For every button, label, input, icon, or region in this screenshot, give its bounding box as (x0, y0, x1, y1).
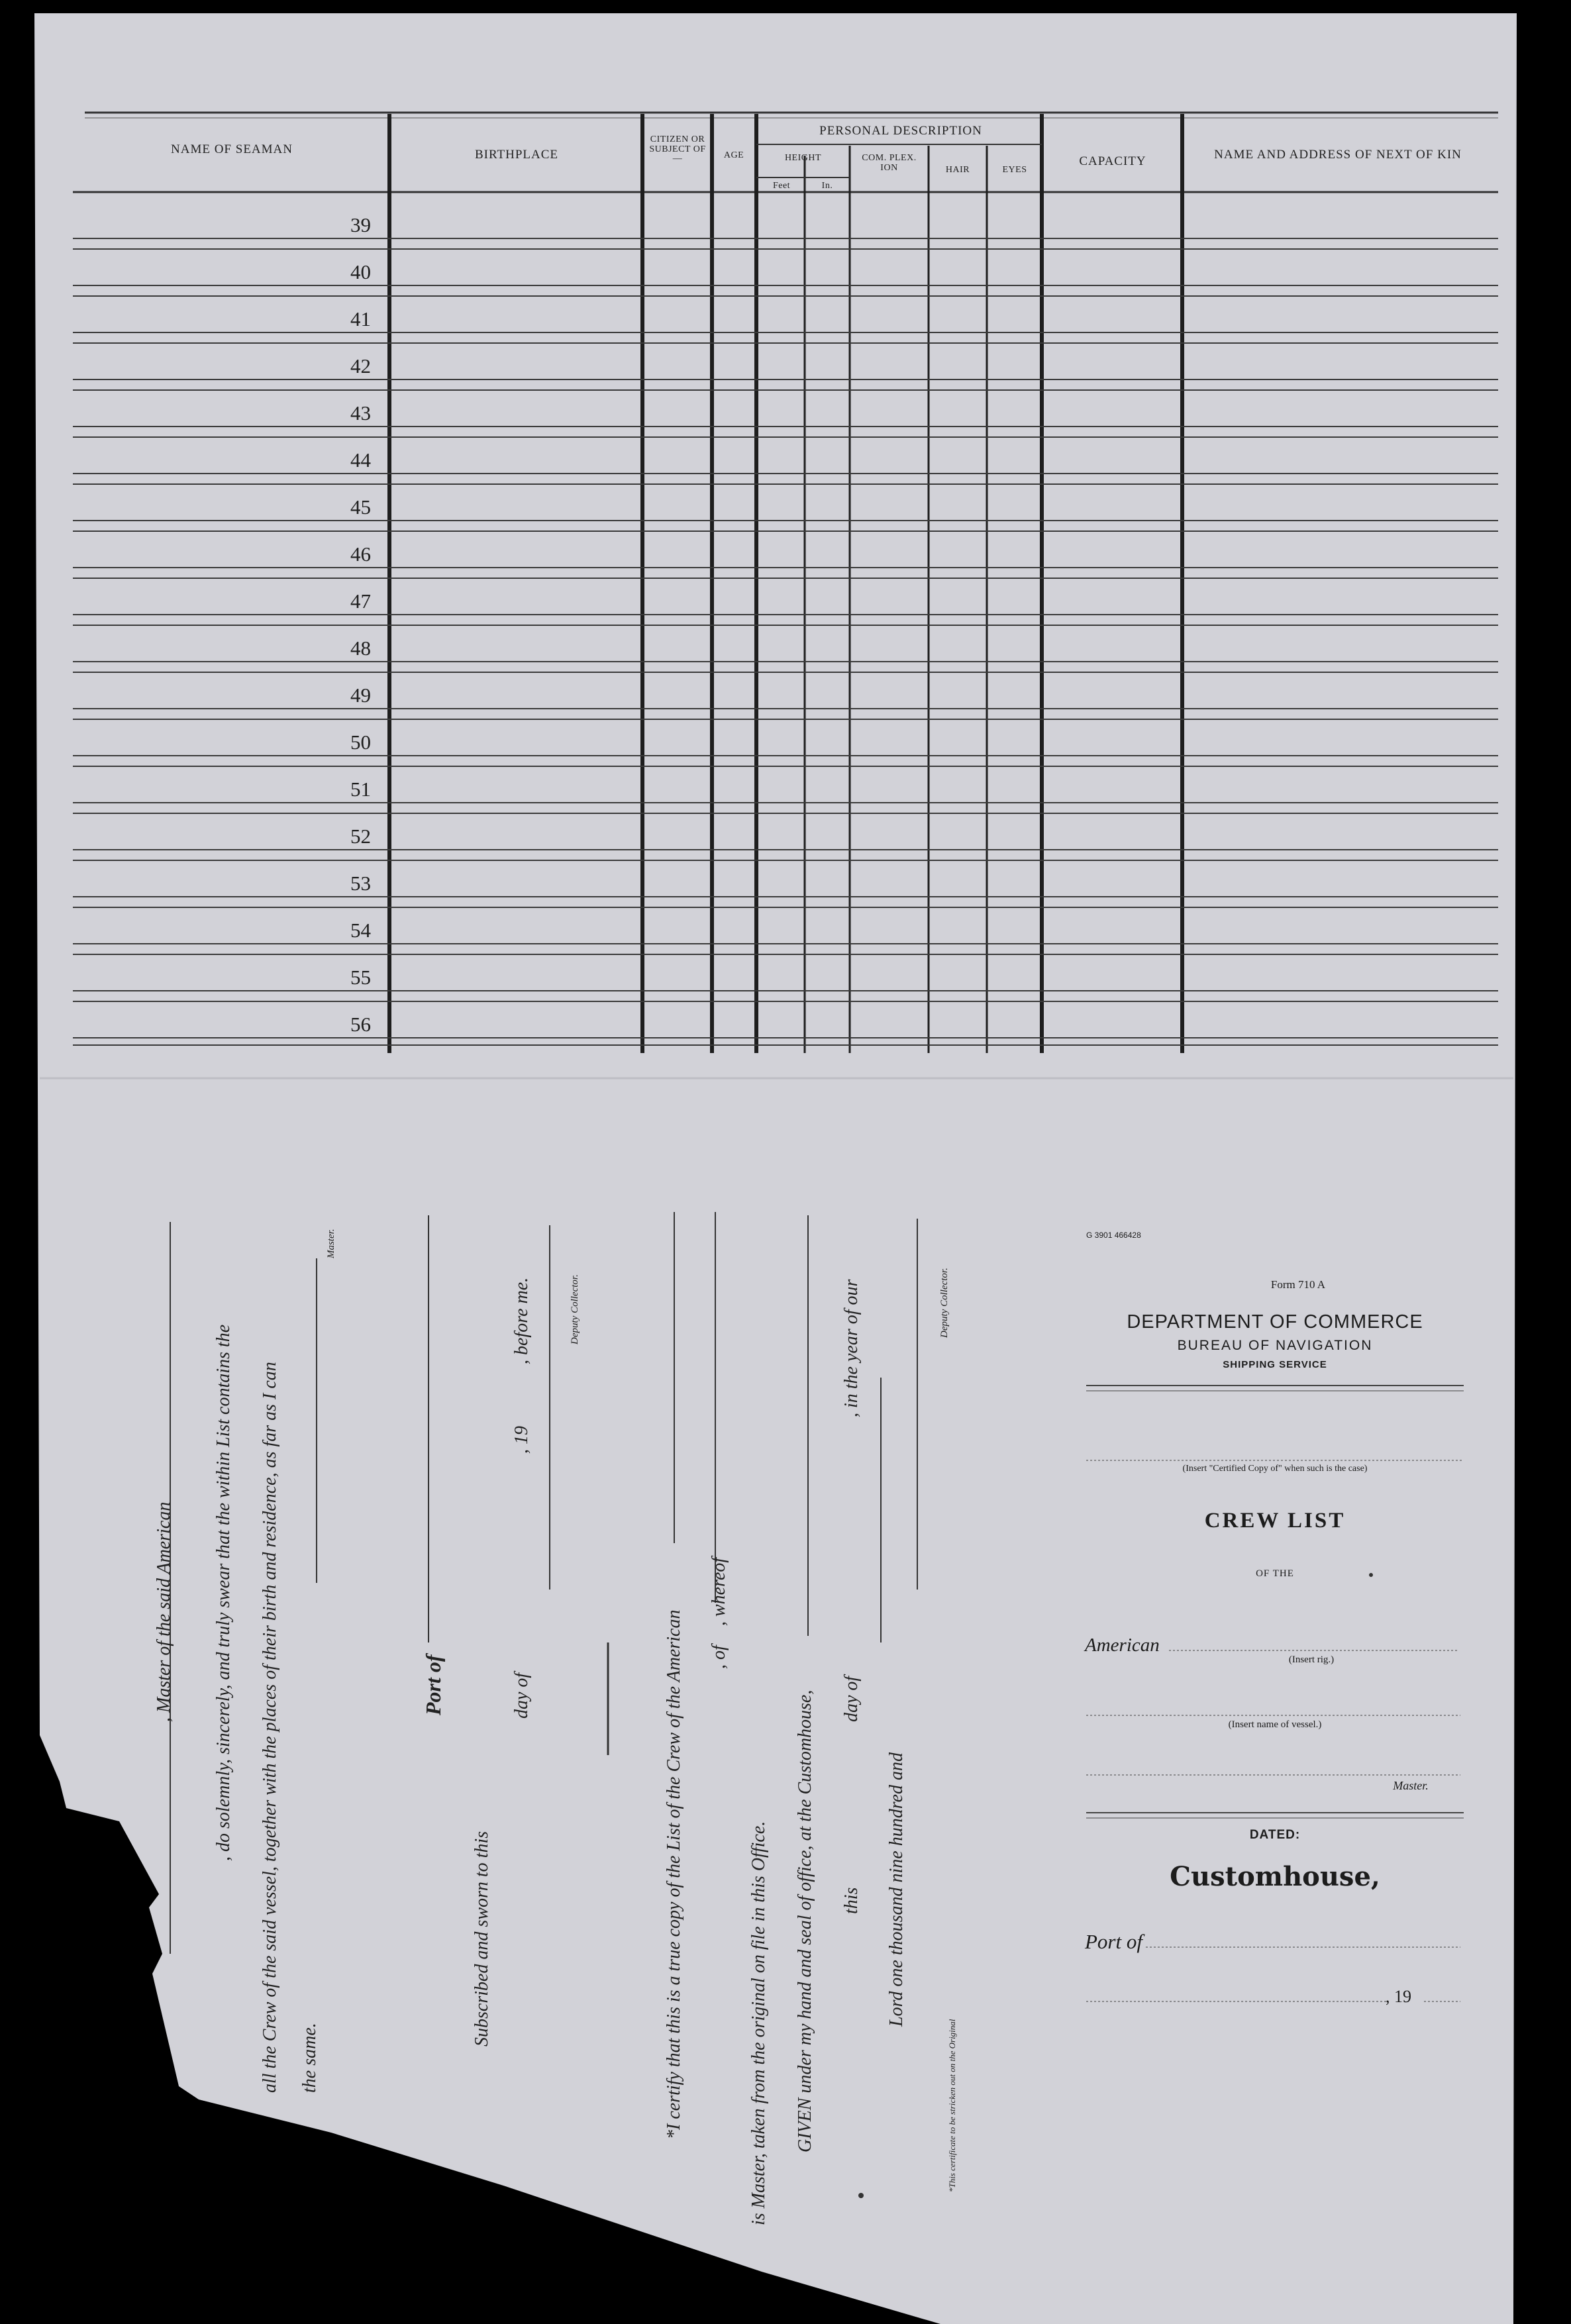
header-personal-description: PERSONAL DESCRIPTION (819, 124, 982, 138)
header-citizen: CITIZEN OR SUBJECT OF— (649, 134, 706, 164)
oath-line-4: the same. (299, 2023, 320, 2093)
header-hair: HAIR (945, 165, 970, 175)
row-number: 41 (350, 307, 371, 330)
row-number: 54 (350, 919, 371, 942)
dated-label: DATED: (1249, 1828, 1301, 1842)
oath-year: , 19 (511, 1426, 532, 1454)
form-number: Form 710 A (1270, 1278, 1326, 1291)
master-label: Master. (1393, 1779, 1429, 1792)
certificate-this: this (841, 1887, 862, 1914)
oath-port-of: Port of (421, 1654, 445, 1715)
oath-master-label: Master. (326, 1229, 336, 1258)
oath-before-me: , before me. (511, 1277, 532, 1364)
certificate-deputy-collector: Deputy Collector. (939, 1268, 950, 1338)
header-inches: In. (821, 181, 833, 191)
row-number: 51 (350, 778, 371, 801)
certificate-line-1: *I certify that this is a true copy of the List of the Crew of the American (664, 1609, 684, 2139)
header-complexion: COM. PLEX. ION (862, 153, 917, 173)
header-eyes: EYES (1002, 165, 1027, 175)
certificate-in-year: , in the year of our (841, 1279, 862, 1417)
row-number: 50 (350, 731, 371, 754)
row-number: 44 (350, 448, 371, 472)
certificate-of: , of (709, 1645, 729, 1669)
header-age: AGE (723, 150, 744, 160)
department-title: DEPARTMENT OF COMMERCE (1127, 1311, 1423, 1333)
certificate-line-2: is Master, taken from the original on file in this Office. (748, 1821, 769, 2225)
insert-rig-note: (Insert rig.) (1288, 1654, 1335, 1665)
oath-line-2: , do solemnly, sincerely, and truly swear that the within List contains the (213, 1324, 234, 1861)
row-number: 52 (350, 825, 371, 848)
crew-list-title: CREW LIST (1204, 1509, 1346, 1533)
row-number: 48 (350, 636, 371, 660)
oath-line-3: all the Crew of the said vessel, together with the places of their birth and residence, as far as I can (260, 1362, 280, 2093)
row-number: 49 (350, 683, 371, 707)
oath-subscribed: Subscribed and sworn to this (472, 1831, 492, 2046)
american-label: American (1085, 1635, 1160, 1656)
print-code: G 3901 466428 (1086, 1231, 1141, 1240)
row-number: 45 (350, 495, 371, 519)
oath-deputy-collector: Deputy Collector. (570, 1274, 580, 1344)
row-number: 53 (350, 872, 371, 895)
row-number: 55 (350, 966, 371, 989)
bureau-title: BUREAU OF NAVIGATION (1177, 1338, 1373, 1353)
ink-dot (858, 2193, 864, 2198)
header-capacity: CAPACITY (1079, 154, 1146, 168)
header-height: HEIGHT (784, 153, 822, 163)
certificate-footnote: *This certificate to be stricken out on the Original (947, 2019, 957, 2192)
service-title: SHIPPING SERVICE (1223, 1359, 1327, 1370)
row-number: 40 (350, 260, 371, 283)
certificate-given: GIVEN under my hand and seal of office, at the Customhouse, (795, 1690, 815, 2152)
row-number: 47 (350, 589, 371, 613)
customhouse-label: Customhouse, (1170, 1861, 1380, 1892)
row-number: 56 (350, 1013, 371, 1036)
header-name-of-seaman: NAME OF SEAMAN (171, 142, 293, 156)
row-number: 43 (350, 401, 371, 425)
oath-line-1: , Master of the said American (154, 1501, 174, 1722)
header-birthplace: BIRTHPLACE (474, 148, 559, 162)
row-number: 46 (350, 542, 371, 566)
paper-surface (34, 13, 1517, 2324)
cover-port-of: Port of (1085, 1930, 1142, 1953)
row-number: 39 (350, 213, 371, 236)
certificate-lord: Lord one thousand nine hundred and (886, 1752, 907, 2027)
cover-year: , 19 (1386, 1987, 1411, 2006)
row-number: 42 (350, 354, 371, 378)
header-feet: Feet (772, 181, 791, 191)
insert-certified-note: (Insert "Certified Copy of" when such is the case) (1182, 1464, 1368, 1474)
header-next-of-kin: NAME AND ADDRESS OF NEXT OF KIN (1214, 148, 1462, 162)
certificate-day-of: day of (841, 1676, 862, 1722)
certificate-whereof: , whereof (709, 1557, 729, 1626)
of-the-label: OF THE (1256, 1568, 1294, 1579)
oath-day-of: day of (511, 1672, 532, 1719)
insert-vessel-note: (Insert name of vessel.) (1228, 1719, 1322, 1730)
